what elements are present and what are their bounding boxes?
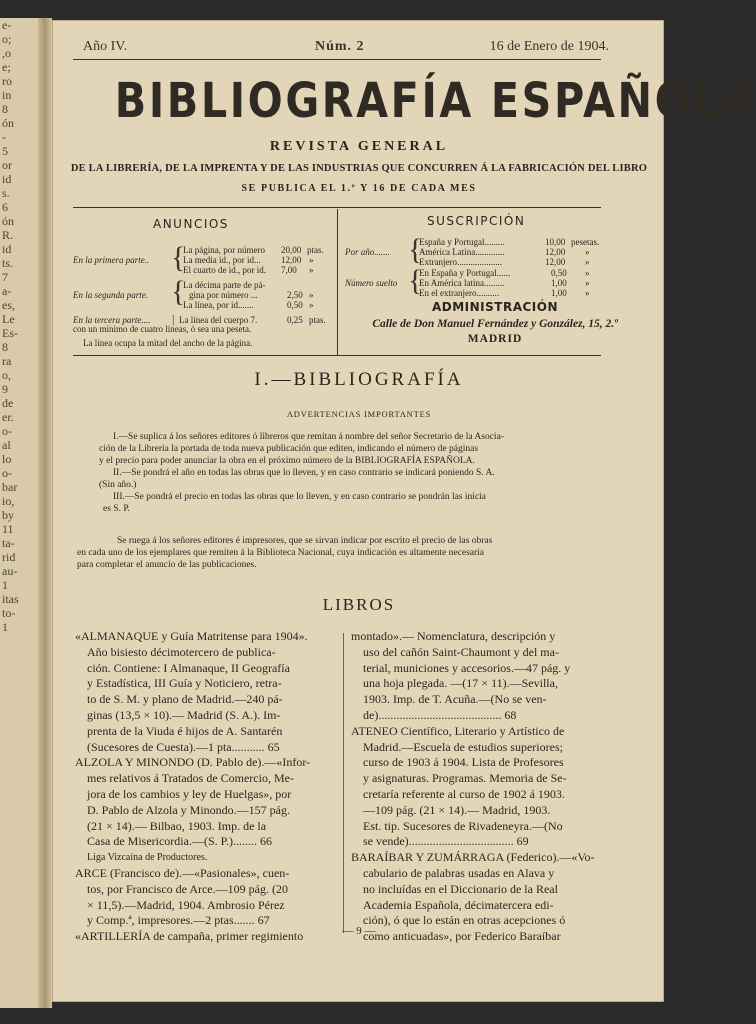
facing-page-fragment: 6	[2, 200, 8, 214]
text-line: II.—Se pondrá el año en todas las obras que lo lleven, y en caso contrario se indicará poniendo S. A.	[113, 468, 495, 478]
book-entry-line: curso de 1903 á 1904. Lista de Profesores	[363, 755, 564, 770]
facing-page-fragment: ro	[2, 74, 12, 88]
facing-page-fragment: ra	[2, 354, 12, 368]
book-entry-line: de)......................................... 68	[363, 707, 517, 722]
box-top-rule	[73, 207, 601, 208]
libros-title: LIBROS	[322, 595, 396, 614]
advertencias-title: ADVERTENCIAS IMPORTANTES	[286, 409, 432, 419]
book-entry-line: ALZOLA Y MINONDO (D. Pablo de).—«Infor-	[75, 755, 311, 770]
masthead-title: BIBLIOGRAFÍA ESPAÑOLA	[114, 73, 756, 129]
facing-page-fragment: bar	[2, 480, 18, 494]
facing-page-fragment: es,	[2, 298, 15, 312]
administracion-city: MADRID	[467, 333, 523, 345]
facing-page-fragment: 1	[2, 578, 8, 592]
facing-page-fragment: o,	[2, 368, 11, 382]
text-line: ción de la Librería la portada de toda nueva publicación que editen, indicando el número de páginas	[99, 444, 479, 454]
box-bottom-rule	[73, 355, 601, 356]
book-entry-line: Madrid.—Escuela de estudios superiores;	[363, 739, 563, 754]
book-entry-line: D. Pablo de Alzola y Minondo.—157 pág.	[87, 802, 290, 817]
facing-page-fragment: Le	[2, 312, 15, 326]
libros-left-column	[75, 629, 337, 945]
section-title: I.—BIBLIOGRAFÍA	[254, 369, 464, 390]
page-fold-shadow	[38, 18, 52, 1008]
book-entry-line: Liga Vizcaína de Productores.	[87, 852, 208, 864]
libros-right-column	[351, 629, 613, 945]
suscripcion-title: SUSCRIPCIÓN	[427, 214, 526, 228]
text-line: es S. P.	[103, 504, 130, 514]
advertencias-text	[77, 431, 605, 515]
facing-page-fragment: ts.	[2, 256, 14, 270]
facing-page-fragment: 5	[2, 144, 8, 158]
masthead-description: DE LA LIBRERÍA, DE LA IMPRENTA Y DE LAS INDUSTRIAS QUE CONCURREN Á LA FABRICACIÓN DEL LIBRO	[70, 163, 648, 174]
administracion-title: ADMINISTRACIÓN	[431, 300, 559, 314]
book-entry-line: Año bisiesto décimotercero de publica-	[87, 644, 276, 659]
brace-4: {	[408, 233, 423, 266]
book-entry-line: no incluídas en el Diccionario de la Real	[363, 881, 558, 896]
facing-page-fragment: o-	[2, 424, 12, 438]
facing-page-fragment: lo	[2, 452, 12, 466]
book-entry-line: «ALMANAQUE y Guía Matritense para 1904».	[75, 629, 308, 643]
text-line: (Sin año.)	[99, 480, 137, 490]
facing-page-fragment: o-	[2, 466, 12, 480]
book-entry-line: montado».— Nomenclatura, descripción y	[351, 629, 556, 643]
newspaper-page: Año IV. Núm. 2 16 de Enero de 1904. BIBLIOGRAFÍA ESPAÑOLA REVISTA GENERAL DE LA LIBRERÍA, DE LA IMPRENTA Y DE LAS INDUSTRIAS QUE CONCURREN Á LA FABRICACIÓN DEL LIBRO SE PUBLICA EL 1.º Y 16 DE CADA MES ANUNCIOS En la primera parte.. { La página, por número 20,00 ptas. La media id., por id... 12,00 » El cuarto de id., por id. 7,00 » En la segunda parte. { La décima parte de pá- gina por número ... 2,50 » La línea, por id....... 0,50 » En la tercera parte.... | La línea del cuerpo 7. 0,25 ptas. con un mínimo de cuatro líneas, ó sea una peseta. La línea ocupa la mitad del ancho de la página. SUSCRIPCIÓN Por año....... { España y Portugal......... 10,00 pesetas. América Latina............. 12,00 » Extranjero.................... 12,00 » Número suelto { En España y Portugal...... 0,50 » En América latina......... 1,00 » En el extranjero.......... 1,00 » ADMINISTRACIÓN Calle de Don Manuel Fernández y González, 15, 2.º MADRID I.—BIBLIOGRAFÍA ADVERTENCIAS IMPORTANTES I.—Se suplica á los señores editores ó libreros que remitan á nombre del señor Secretario de la Asocia- ción de la Librería la portada de toda nueva publicación que editen, indicando el número de páginas y el precio para poder anunciar la obra en el próximo número de la BIBLIOGRAFÍA ESPAÑOLA. II.—Se pondrá el año en todas las obras que lo lleven, y en caso contrario se indicará poniendo S. A. (Sin año.) III.—Se pondrá el precio en todas las obras que lo lleven, y en caso contrario se pondrán las inicia es S. P. Se ruega á los señores editores é impresores, que se sirvan indicar por escrito el precio de las obras en cada uno de los ejemplares que remiten á la Biblioteca Nacional, cuya indicación es altamente necesaria para completar el anuncio de las publicaciones. LIBROS «ALMANAQUE y Guía Matritense para 1904». Año bisiesto décimotercero de publica- ción. Contiene: I Almanaque, II Geografía y Estadística, III Guía y Noticiero, retra- to de S. M. y plano de Madrid.—240 pá- ginas (13,5 × 10).— Madrid (S. A.). Im- prenta de la Viuda é hijos de A. Santarén (Sucesores de Cuesta).—1 pta........... 65 ALZOLA Y MINONDO (D. Pablo de).—«Infor- mes relativos á Tratados de Comercio, Me- jora de los cambios y ley de Huelgas», por D. Pablo de Alzola y Minondo.—157 pág. (21 × 14).— Bilbao, 1903. Imp. de la Casa de Misericordia.—(S. P.)........ 66 Liga Vizcaína de Productores. ARCE (Francisco de).—«Pasionales», cuen- tos, por Francisco de Arce.—109 pág. (20 × 11,5).—Madrid, 1904. Ambrosio Pérez y Comp.ª, impresores.—2 ptas....... 67 «ARTILLERÍA de campaña, primer regimiento montado».— Nomenclatura, descripción y uso del cañón Saint-Chaumont y del ma- terial, municiones y accesorios.—47 pág. y una hoja plegada. —(17 × 11).—Sevilla, 1903. Imp. de T. Acuña.—(No se ven- de)......................................... 68 ATENEO Científico, Literario y Artístico de Madrid.—Escuela de estudios superiores; curso de 1903 á 1904. Lista de Profesores y asignaturas. Programas. Memoria de Se- cretaría referente al curso de 1902 á 1903. —109 pág. (21 × 14).— Madrid, 1903. Est. tip. Sucesores de Rivadeneyra.—(No se vende)................................... 69 BARAÍBAR Y ZUMÁRRAGA (Federico).—«Vo- cabulario de palabras usadas en Alava y no incluídas en el Diccionario de la Real Academia Española, décimatercera edi- ción), ó que lo están en otras acepciones ó como anticuadas», por Federico Baraíbar — 9 —	[52, 20, 664, 1002]
text-line: para completar el anuncio de las publicaciones.	[77, 560, 257, 570]
book-entry-line: como anticuadas», por Federico Baraíbar	[363, 929, 561, 944]
facing-page-fragment: Es-	[2, 326, 18, 340]
book-entry-line: jora de los cambios y ley de Huelgas», por	[87, 786, 292, 801]
facing-page-fragment: au-	[2, 564, 18, 578]
book-entry-line: terial, municiones y accesorios.—47 pág. y	[363, 660, 571, 675]
facing-page-fragment: o;	[2, 32, 12, 46]
facing-page-fragment: ón	[2, 214, 14, 228]
anuncios-note-2: La línea ocupa la mitad del ancho de la página.	[83, 338, 253, 348]
book-entry-line: —109 pág. (21 × 14).— Madrid, 1903.	[363, 802, 551, 817]
book-entry-line: ción. Contiene: I Almanaque, II Geografía	[87, 660, 290, 675]
facing-page-fragment: er.	[2, 410, 14, 424]
book-entry-line: ginas (13,5 × 10).— Madrid (S. A.). Im-	[87, 707, 281, 722]
book-entry-line: cabulario de palabras usadas en Alava y	[363, 865, 555, 880]
suscripcion-label-1: Por año.......	[345, 247, 390, 257]
book-entry-line: «ARTILLERÍA de campaña, primer regimiento	[75, 929, 304, 944]
facing-page-fragment: or	[2, 158, 12, 172]
page-number: — 9 —	[342, 925, 376, 937]
book-entry-line: BARAÍBAR Y ZUMÁRRAGA (Federico).—«Vo-	[351, 850, 595, 865]
facing-page-fragment: e;	[2, 60, 11, 74]
facing-page-fragment: 8	[2, 102, 8, 116]
anuncios-label-3: En la tercera parte....	[73, 315, 151, 325]
facing-page-fragment: 1	[2, 620, 8, 634]
brace-3: |	[172, 312, 175, 326]
brace-2: {	[171, 275, 186, 308]
book-entry-line: Academia Española, décimatercera edi-	[363, 897, 554, 912]
masthead-subtitle: REVISTA GENERAL	[269, 139, 449, 154]
anuncios-title: ANUNCIOS	[153, 217, 229, 231]
facing-page-fragment: s.	[2, 186, 10, 200]
book-entry-line: Casa de Misericordia.—(S. P.)........ 66	[87, 834, 272, 849]
suscripcion-label-2: Número suelto	[345, 278, 398, 288]
facing-page-fragment: id	[2, 242, 12, 256]
facing-page-fragment: in	[2, 88, 12, 102]
book-entry-line: y Comp.ª, impresores.—2 ptas....... 67	[87, 913, 270, 928]
text-line: Se ruega á los señores editores é impresores, que se sirvan indicar por escrito el precio de las obras	[117, 536, 493, 546]
issue-number: Núm. 2	[315, 39, 365, 54]
text-line: I.—Se suplica á los señores editores ó libreros que remitan á nombre del señor Secretario de la Asocia-	[113, 432, 504, 442]
book-entry-line: 1903. Imp. de T. Acuña.—(No se ven-	[363, 692, 547, 707]
facing-page-fragment: a-	[2, 284, 12, 298]
anuncios-label-1: En la primera parte..	[73, 255, 150, 265]
administracion-address: Calle de Don Manuel Fernández y González, 15, 2.º	[372, 318, 618, 330]
facing-page-fragment: R.	[2, 228, 14, 242]
book-entry-line: prenta de la Viuda é hijos de A. Santarén	[87, 723, 283, 738]
text-line: y el precio para poder anunciar la obra en el próximo número de la BIBLIOGRAFÍA ESPAÑOLA.	[99, 456, 475, 466]
book-entry-line: ARCE (Francisco de).—«Pasionales», cuen-	[75, 865, 290, 880]
facing-page-fragment: 8	[2, 340, 8, 354]
book-entry-line: to de S. M. y plano de Madrid.—240 pá-	[87, 692, 283, 707]
facing-page-fragment: itas	[2, 592, 19, 606]
text-line: III.—Se pondrá el precio en todas las obras que lo lleven, y en caso contrario se pondrán las inicia	[113, 492, 487, 502]
issue-date: 16 de Enero de 1904.	[489, 39, 609, 54]
book-entry-line: y Estadística, III Guía y Noticiero, retra-	[87, 676, 282, 691]
issue-year: Año IV.	[83, 39, 128, 54]
book-entry-line: cretaría referente al curso de 1902 á 1903.	[363, 786, 565, 801]
facing-page-fragment: de	[2, 396, 14, 410]
facing-page-fragment: ta-	[2, 536, 15, 550]
book-entry-line: mes relativos á Tratados de Comercio, Me-	[87, 771, 294, 786]
facing-page-fragment: e-	[2, 18, 12, 32]
facing-page-fragment: rid	[2, 550, 16, 564]
facing-page-fragment: 9	[2, 382, 8, 396]
facing-page-fragment: ón	[2, 116, 14, 130]
brace-1: {	[171, 241, 186, 274]
book-entry-line: ción), ó que lo están en otras acepciones ó	[363, 913, 566, 928]
book-entry-line: (Sucesores de Cuesta).—1 pta........... 65	[87, 739, 280, 754]
ruego-text	[77, 535, 605, 571]
masthead-frequency: SE PUBLICA EL 1.º Y 16 DE CADA MES	[241, 183, 477, 194]
text-line: en cada uno de los ejemplares que remiten á la Biblioteca Nacional, cuya indicación es altamente necesaria	[77, 548, 484, 558]
book-entry-line: × 11,5).—Madrid, 1904. Ambrosio Pérez	[87, 897, 285, 912]
book-entry-line: y asignaturas. Programas. Memoria de Se-	[363, 771, 567, 786]
book-entry-line: Est. tip. Sucesores de Rivadeneyra.—(No	[363, 818, 563, 833]
facing-page-fragment: -	[2, 130, 6, 144]
box-divider	[337, 209, 338, 355]
book-entry-line: (21 × 14).— Bilbao, 1903. Imp. de la	[87, 818, 267, 833]
facing-page-fragment: ,o	[2, 46, 11, 60]
book-entry-line: ATENEO Científico, Literario y Artístico de	[351, 723, 565, 738]
anuncios-note-1: con un mínimo de cuatro líneas, ó sea una peseta.	[73, 324, 252, 334]
anuncios-label-2: En la segunda parte.	[73, 290, 148, 300]
facing-page-fragment: to-	[2, 606, 16, 620]
book-entry-line: uso del cañón Saint-Chaumont y del ma-	[363, 644, 559, 659]
facing-page-fragment: id	[2, 172, 12, 186]
facing-page-fragment: io,	[2, 494, 15, 508]
book-entry-line: una hoja plegada. —(17 × 11).—Sevilla,	[363, 676, 558, 691]
book-entry-line: tos, por Francisco de Arce.—109 pág. (20	[87, 881, 288, 896]
facing-page-fragment: al	[2, 438, 11, 452]
header-rule	[73, 59, 601, 60]
facing-page-fragment: 11	[2, 522, 14, 536]
brace-5: {	[408, 264, 423, 297]
book-entry-line: se vende)................................... 69	[363, 834, 529, 849]
facing-page-fragment: 7	[2, 270, 8, 284]
column-divider	[343, 633, 344, 933]
facing-page-fragment: by	[2, 508, 14, 522]
